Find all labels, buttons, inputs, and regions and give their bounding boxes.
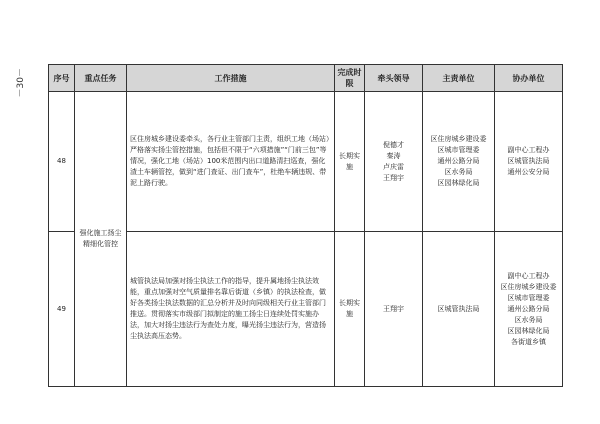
header-lead: 牵头领导 <box>365 65 423 92</box>
header-assist-unit: 协办单位 <box>495 65 563 92</box>
main-unit: 区园林绿化局 <box>437 179 480 187</box>
main-unit: 区水务局 <box>444 168 473 176</box>
header-measures: 工作措施 <box>127 65 335 92</box>
lead-cell <box>365 92 423 232</box>
main-unit-cell <box>423 92 495 232</box>
header-seq: 序号 <box>49 65 75 92</box>
header-deadline: 完成时限 <box>335 65 365 92</box>
row-seq: 49 <box>49 232 75 387</box>
task-cell: 强化施工扬尘精细化管控 <box>75 92 127 387</box>
assist-unit-cell <box>495 92 563 232</box>
lead-name: 王翔宇 <box>383 304 404 313</box>
assist-unit: 区园林绿化局 <box>507 326 550 335</box>
assist-unit: 副中心工程办 <box>507 271 550 280</box>
lead-name: 秦涛 <box>386 151 401 160</box>
deadline-cell: 长期实施 <box>335 92 365 232</box>
assist-unit: 副中心工程办 <box>507 146 550 154</box>
assist-unit: 通州公安分局 <box>507 168 550 176</box>
lead-cell <box>365 232 423 387</box>
main-unit: 区城管执法局 <box>437 304 480 313</box>
deadline-cell: 长期实施 <box>335 232 365 387</box>
lead-name: 王翔宇 <box>383 173 404 182</box>
main-unit: 区城市管理委 <box>437 146 480 154</box>
measure-cell: 区住房城乡建设委牵头，各行业主管部门主责，组织工地（场站）严格落实扬尘管控措施，包括但不限于“六项措施”“门前三包”等情况，强化工地（场站）100米范围内出口道路清扫巡查，强化渣土车辆管控，做到“进门查证、出门查车”，杜绝车辆违规、带泥上路行驶。 <box>127 92 335 232</box>
header-main-unit: 主责单位 <box>423 65 495 92</box>
row-seq: 48 <box>49 92 75 232</box>
assist-unit: 区城市管理委 <box>507 293 550 302</box>
table-row <box>49 92 563 232</box>
task-table <box>48 64 563 387</box>
assist-unit: 通州公路分局 <box>507 304 550 313</box>
table-header-row <box>49 65 563 92</box>
main-unit-cell <box>423 232 495 387</box>
header-task: 重点任务 <box>75 65 127 92</box>
assist-unit: 区住房城乡建设委 <box>500 282 557 291</box>
table-row <box>49 232 563 387</box>
lead-name: 卢庆雷 <box>383 162 404 171</box>
assist-unit: 区城管执法局 <box>507 157 550 165</box>
page-number: －30－ <box>16 68 26 98</box>
assist-unit: 各街道乡镇 <box>511 337 546 346</box>
measure-cell: 城管执法局加强对扬尘执法工作的指导，提升属地扬尘执法效能，重点加强对空气质量排名靠后街道（乡镇）的执法检查，做好各类扬尘执法数据的汇总分析并及时向同级相关行业主管部门推送。贯彻落实市级部门拟制定的施工扬尘日连续处罚实施办法，加大对扬尘违法行为查处力度，曝光扬尘违法行为，营造扬尘执法高压态势。 <box>127 232 335 387</box>
lead-name: 倪德才 <box>383 140 404 149</box>
assist-unit: 区水务局 <box>514 315 543 324</box>
assist-unit-cell <box>495 232 563 387</box>
main-unit: 区住房城乡建设委 <box>430 135 487 143</box>
main-unit: 通州公路分局 <box>437 157 480 165</box>
